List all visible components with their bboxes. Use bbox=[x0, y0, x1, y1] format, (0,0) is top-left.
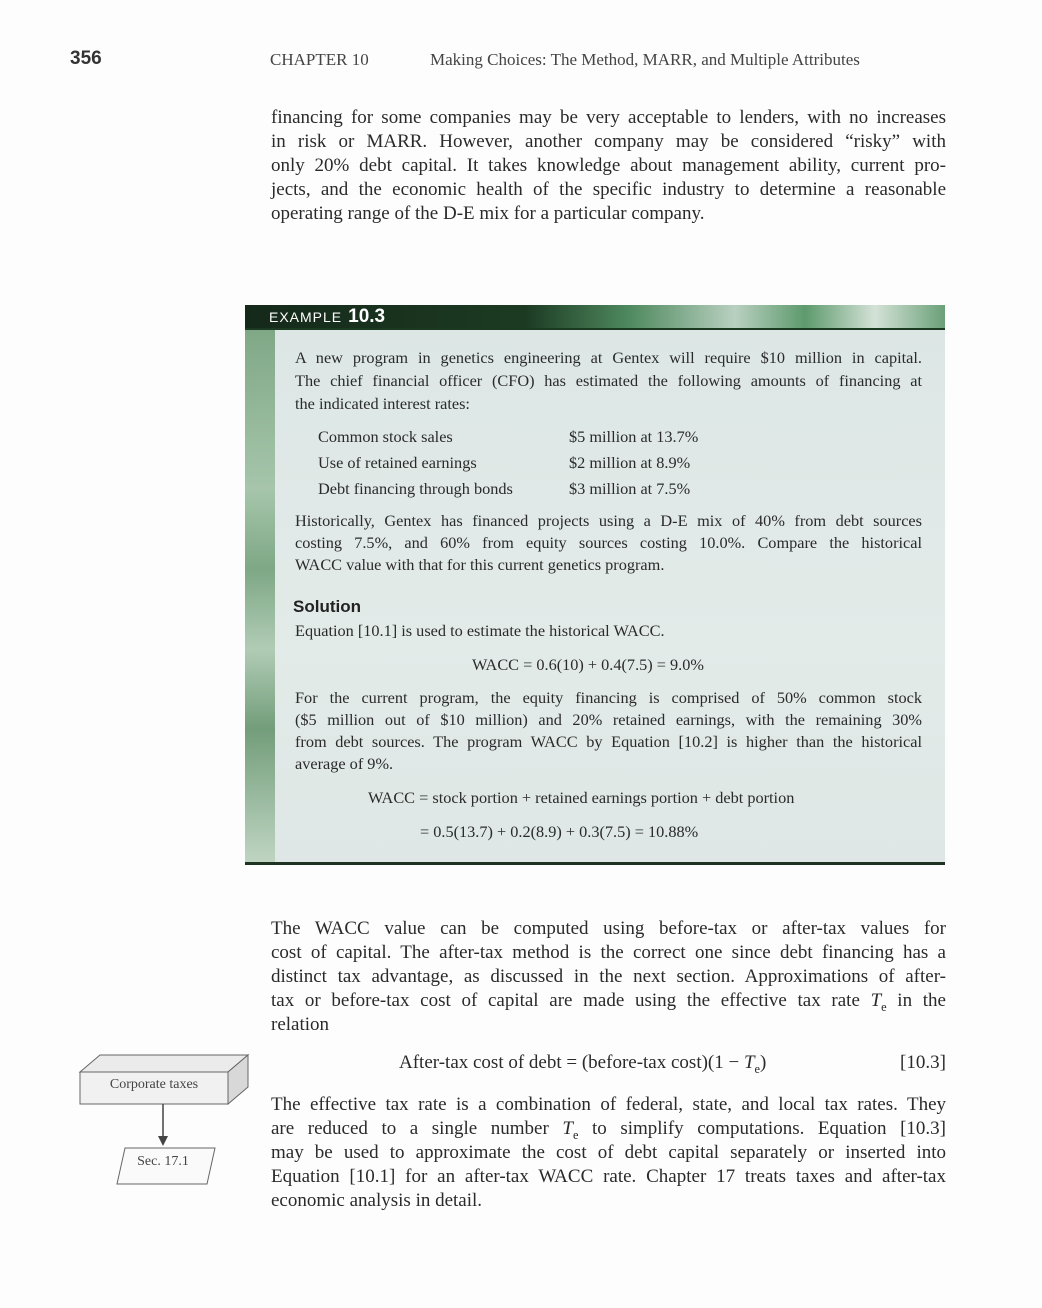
running-head-title: Making Choices: The Method, MARR, and Multiple Attributes bbox=[430, 50, 860, 69]
text-line: ($5 million out of $10 million) and 20% retained earnings, with the remaining 30% bbox=[295, 710, 922, 729]
text: ) bbox=[760, 1052, 767, 1073]
section-reference[interactable]: Sec. 17.1 bbox=[137, 1154, 189, 1169]
running-head-chapter: CHAPTER 10 bbox=[270, 50, 369, 69]
example-label: EXAMPLE bbox=[269, 309, 343, 325]
text-line: costing 7.5%, and 60% from equity sources costing 10.0%. Compare the historical bbox=[295, 533, 922, 552]
equation-10-3 bbox=[399, 1052, 766, 1077]
tax-rate-symbol: T bbox=[562, 1118, 573, 1139]
financing-amount: $3 million at 7.5% bbox=[569, 479, 691, 498]
tax-rate-symbol: T bbox=[870, 990, 882, 1011]
example-header-bar bbox=[245, 305, 945, 330]
text-line: The WACC value can be computed using before-tax or after-tax values for bbox=[271, 918, 946, 939]
text: tax or before-tax cost of capital are made using the effective tax rate bbox=[271, 990, 871, 1011]
text: are reduced to a single number bbox=[271, 1118, 563, 1139]
text-line: Equation [10.1] for an after-tax WACC rate. Chapter 17 treats taxes and after-tax bbox=[271, 1166, 946, 1187]
financing-source: Use of retained earnings bbox=[318, 453, 477, 472]
text: in the bbox=[886, 990, 946, 1011]
text-line: the indicated interest rates: bbox=[295, 394, 470, 413]
financing-amount: $5 million at 13.7% bbox=[569, 427, 699, 446]
text-line: from debt sources. The program WACC by Equation [10.2] is higher than the historical bbox=[295, 732, 922, 751]
text: After-tax cost of debt = (before-tax cost)(1 − bbox=[399, 1052, 744, 1073]
text-line: financing for some companies may be very acceptable to lenders, with no increases bbox=[271, 107, 946, 128]
text-line: WACC value with that for this current genetics program. bbox=[295, 555, 665, 574]
equation-number: [10.3] bbox=[900, 1052, 946, 1073]
subscript: e bbox=[881, 999, 887, 1014]
text-line: operating range of the D-E mix for a particular company. bbox=[271, 203, 705, 224]
text-line: jects, and the economic health of the specific industry to determine a reasonable bbox=[271, 179, 946, 200]
equation-program-wacc-result: = 0.5(13.7) + 0.2(8.9) + 0.3(7.5) = 10.88% bbox=[420, 822, 699, 841]
example-title bbox=[269, 306, 385, 328]
subscript: e bbox=[754, 1061, 761, 1076]
text-line: distinct tax advantage, as discussed in the next section. Approximations of after- bbox=[271, 966, 946, 987]
text-line: only 20% debt capital. It takes knowledge about management ability, current pro- bbox=[271, 155, 946, 176]
tax-rate-symbol: T bbox=[743, 1052, 755, 1073]
text-line: For the current program, the equity financing is comprised of 50% common stock bbox=[295, 688, 922, 707]
text-line: Historically, Gentex has financed projects using a D-E mix of 40% from debt sources bbox=[295, 511, 922, 530]
equation-historical-wacc: WACC = 0.6(10) + 0.4(7.5) = 9.0% bbox=[472, 655, 704, 674]
text-line bbox=[271, 1117, 946, 1141]
text: to simplify computations. Equation [10.3] bbox=[578, 1118, 946, 1139]
text-line: cost of capital. The after-tax method is the correct one since debt financing has a bbox=[271, 942, 946, 963]
page-number: 356 bbox=[70, 48, 102, 69]
margin-note-diagram bbox=[70, 1050, 260, 1200]
example-number: 10.3 bbox=[348, 306, 386, 327]
financing-amount: $2 million at 8.9% bbox=[569, 453, 691, 472]
text-line: The chief financial officer (CFO) has estimated the following amounts of financing at bbox=[295, 371, 922, 390]
text-line bbox=[271, 989, 946, 1013]
financing-source: Common stock sales bbox=[318, 427, 453, 446]
text-line: relation bbox=[271, 1014, 330, 1035]
text-line: Equation [10.1] is used to estimate the historical WACC. bbox=[295, 621, 665, 640]
equation-program-wacc: WACC = stock portion + retained earnings portion + debt portion bbox=[368, 788, 795, 807]
text-line: in risk or MARR. However, another company may be considered “risky” with bbox=[271, 131, 946, 152]
text-line: A new program in genetics engineering at Gentex will require $10 million in capital. bbox=[295, 348, 922, 367]
corporate-taxes-box: Corporate taxes bbox=[109, 1077, 199, 1092]
solution-heading: Solution bbox=[293, 597, 361, 616]
text-line: The effective tax rate is a combination of federal, state, and local tax rates. They bbox=[271, 1094, 946, 1115]
text-line: may be used to approximate the cost of debt capital separately or inserted into bbox=[271, 1142, 946, 1163]
text-line: economic analysis in detail. bbox=[271, 1190, 483, 1211]
decorative-strip bbox=[245, 330, 275, 862]
financing-source: Debt financing through bonds bbox=[318, 479, 513, 498]
subscript: e bbox=[572, 1127, 579, 1142]
text-line: average of 9%. bbox=[295, 754, 394, 773]
